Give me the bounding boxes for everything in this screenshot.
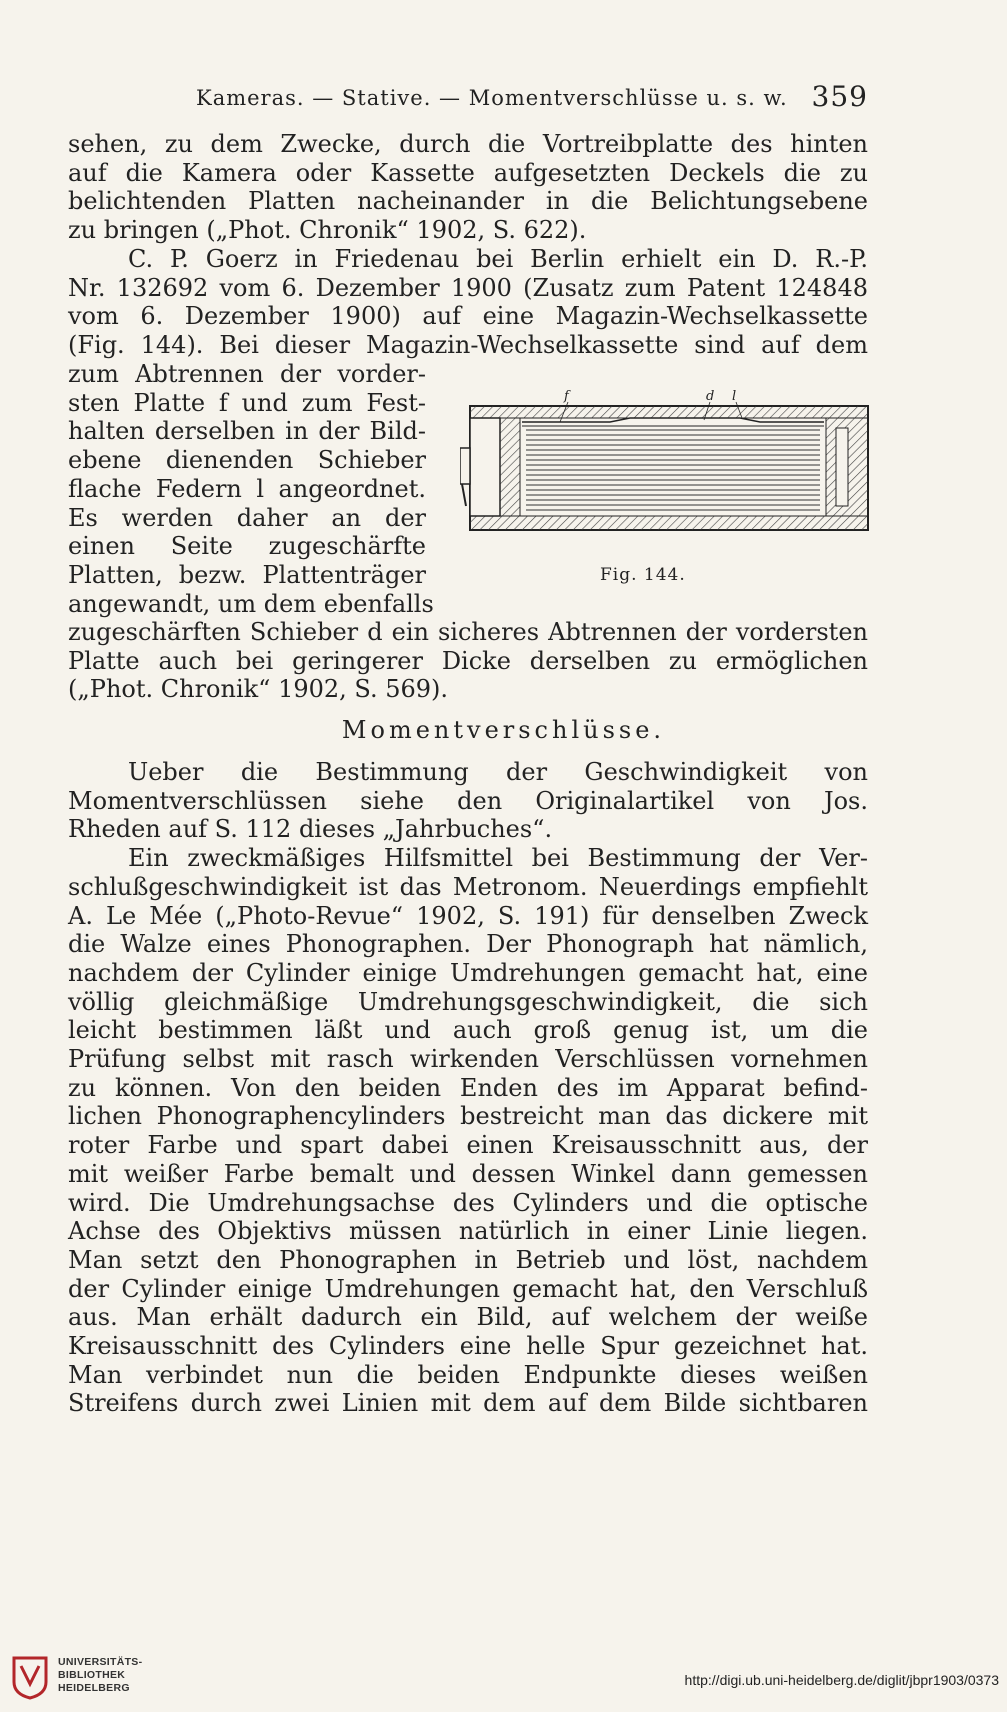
- text-line: Es werden daher an der: [68, 503, 426, 532]
- text-line: zugeschärften Schieber d ein sicheres Abtrennen der vordersten: [68, 618, 868, 646]
- text-line: nachdem der Cylinder einige Umdrehungen gemacht hat, eine: [68, 958, 868, 987]
- text-line: Platte auch bei geringerer Dicke derselben zu ermöglichen: [68, 646, 868, 675]
- front-plate-slider: [522, 418, 824, 422]
- top-wall: [470, 406, 868, 418]
- text-line: zu können. Von den beiden Enden des im Apparat befind-: [68, 1073, 868, 1102]
- text-line: Ein zweckmäßiges Hilfsmittel bei Bestimmung der Ver-: [128, 844, 868, 873]
- text-line: Momentverschlüssen siehe den Originalartikel von Jos.: [68, 786, 868, 815]
- text-line: völlig gleichmäßige Umdrehungsgeschwindigkeit, die sich: [68, 987, 868, 1016]
- library-seal-icon: [10, 1654, 50, 1700]
- logo-line: HEIDELBERG: [58, 1682, 130, 1694]
- library-logo: [10, 1652, 150, 1704]
- paragraph-block-2: [68, 360, 434, 618]
- section-heading: Momentverschlüsse.: [341, 716, 666, 744]
- text-line: auf die Kamera oder Kassette aufgesetzten Deckels die zu: [68, 158, 868, 187]
- page-number: 359: [811, 80, 868, 113]
- text-line: flache Federn l angeordnet.: [68, 474, 426, 503]
- text-line: Achse des Objektivs müssen natürlich in einer Linie liegen.: [68, 1217, 868, 1246]
- text-line: roter Farbe und spart dabei einen Kreisausschnitt aus, der: [68, 1131, 868, 1160]
- figure-label-d: d: [706, 389, 715, 404]
- text-line: zu bringen („Phot. Chronik“ 1902, S. 622).: [68, 216, 587, 245]
- text-line: halten derselben in der Bild-: [68, 417, 426, 446]
- text-line: angewandt, um dem ebenfalls: [68, 589, 434, 618]
- text-line: der Cylinder einige Umdrehungen gemacht hat, den Verschluß: [68, 1274, 868, 1303]
- text-line: belichtenden Platten nacheinander in die Belichtungsebene: [68, 187, 868, 216]
- plate-stack: [526, 430, 820, 510]
- running-header: [68, 80, 868, 116]
- running-title: Kameras. — Stative. — Momentverschlüsse u. s. w.: [196, 86, 788, 110]
- figure-label-f: f: [564, 389, 569, 404]
- text-line: schlußgeschwindigkeit ist das Metronom. Neuerdings empfiehlt: [68, 872, 868, 901]
- text-line: Ueber die Bestimmung der Geschwindigkeit von: [128, 758, 868, 786]
- text-line: A. Le Mée („Photo-Revue“ 1902, S. 191) für denselben Zweck: [68, 901, 868, 930]
- text-line: Man setzt den Phonographen in Betrieb und löst, nachdem: [68, 1245, 868, 1274]
- text-line: mit weißer Farbe bemalt und dessen Winkel dann gemessen: [68, 1159, 868, 1188]
- paragraph-block-1: [68, 130, 868, 360]
- text-line: ebene dienenden Schieber: [68, 446, 426, 475]
- text-line: Kreisausschnitt des Cylinders eine helle Spur gezeichnet hat.: [68, 1332, 868, 1361]
- text-line: sehen, zu dem Zwecke, durch die Vortreibplatte des hinten: [68, 130, 868, 158]
- text-line: sten Platte f und zum Fest-: [68, 388, 426, 417]
- text-line: Platten, bezw. Plattenträger: [68, 560, 426, 589]
- text-line: einen Seite zugeschärfte: [68, 532, 426, 561]
- text-line: Streifens durch zwei Linien mit dem auf dem Bilde sichtbaren: [68, 1389, 868, 1418]
- figure-label-l: l: [732, 389, 737, 404]
- text-line: zum Abtrennen der vorder-: [68, 360, 426, 388]
- left-wall: [470, 418, 500, 516]
- text-line: (Fig. 144). Bei dieser Magazin-Wechselkassette sind auf dem: [68, 330, 868, 359]
- text-line: Rheden auf S. 112 dieses „Jahrbuches“.: [68, 815, 553, 844]
- text-line: wird. Die Umdrehungsachse des Cylinders und die optische: [68, 1188, 868, 1217]
- text-line: aus. Man erhält dadurch ein Bild, auf welchem der weiße: [68, 1303, 868, 1332]
- text-line: leicht bestimmen läßt und auch groß genug ist, um die: [68, 1016, 868, 1045]
- cassette-outer-frame: [470, 406, 868, 530]
- text-line: die Walze eines Phonographen. Der Phonograph hat nämlich,: [68, 930, 868, 959]
- text-line: lichen Phonographencylinders bestreicht man das dickere mit: [68, 1102, 868, 1131]
- slider-handle: [460, 448, 470, 484]
- logo-line: UNIVERSITÄTS-: [58, 1656, 143, 1668]
- text-line: C. P. Goerz in Friedenau bei Berlin erhielt ein D. R.-P.: [128, 244, 868, 273]
- figure-caption: Fig. 144.: [600, 565, 686, 585]
- paragraph-block-3: [68, 618, 868, 704]
- text-line: Nr. 132692 vom 6. Dezember 1900 (Zusatz zum Patent 124848: [68, 273, 868, 302]
- logo-line: BIBLIOTHEK: [58, 1669, 126, 1681]
- cassette-figure: [460, 388, 870, 540]
- paragraph-block-4: [68, 758, 868, 1418]
- text-line: Prüfung selbst mit rasch wirkenden Verschlüssen vornehmen: [68, 1045, 868, 1074]
- text-line: Man verbindet nun die beiden Endpunkte dieses weißen: [68, 1360, 868, 1389]
- text-line: vom 6. Dezember 1900) auf eine Magazin-Wechselkassette: [68, 302, 868, 331]
- text-line: („Phot. Chronik“ 1902, S. 569).: [68, 675, 449, 704]
- source-url-link[interactable]: http://digi.ub.uni-heidelberg.de/diglit/jbpr1903/0373: [684, 1672, 999, 1688]
- bottom-wall: [470, 516, 868, 530]
